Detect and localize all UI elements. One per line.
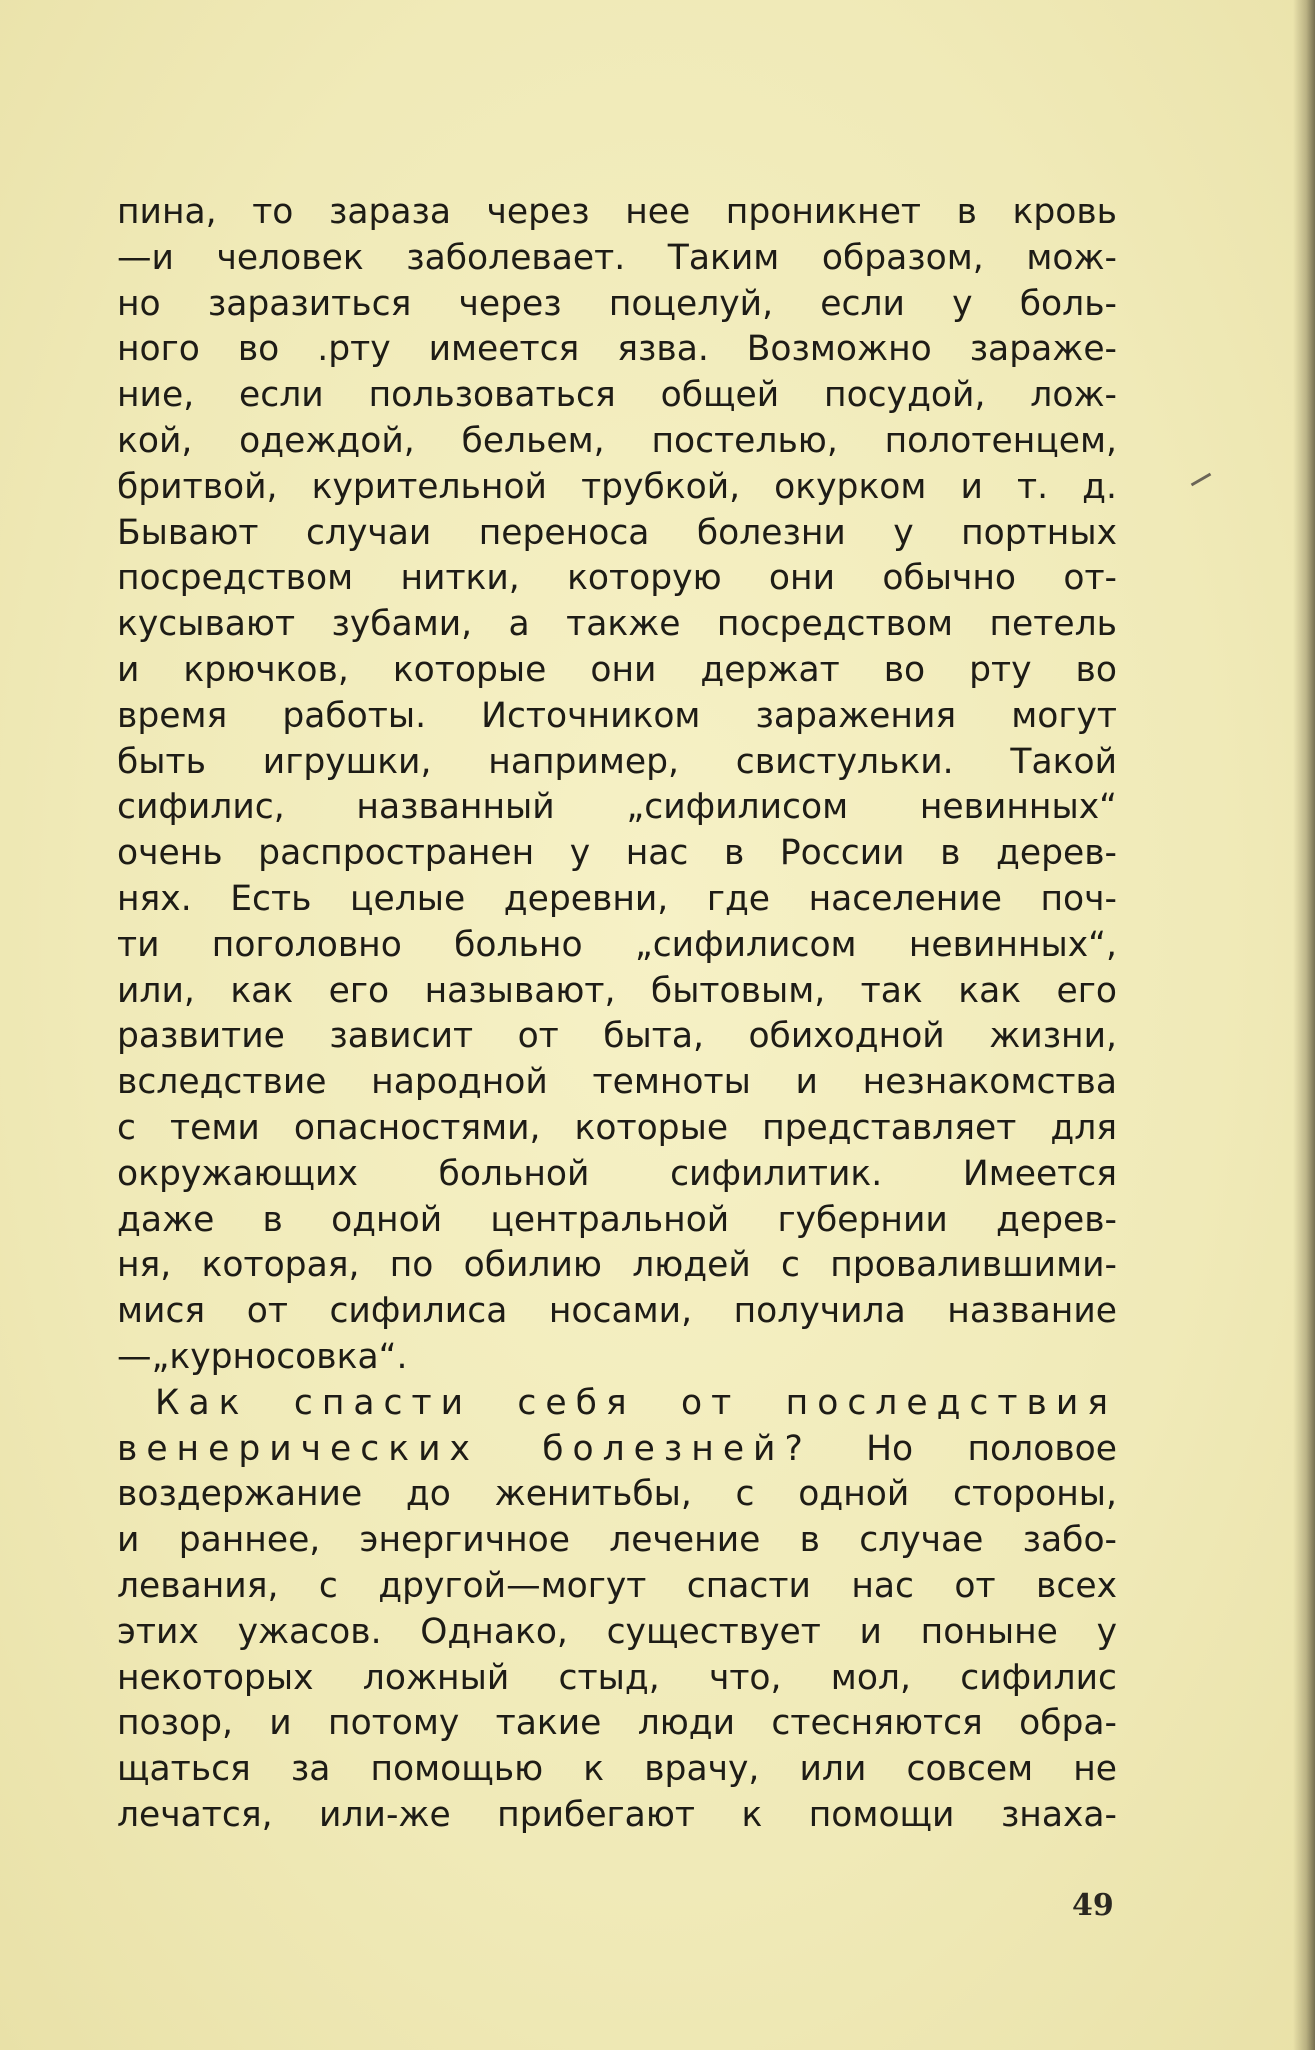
- text-line: воздержание до женитьбы, с одной стороны,: [117, 1474, 1117, 1515]
- text-line: —и человек заболевает. Таким образом, мож-: [117, 237, 1117, 278]
- text-line: посредством нитки, которую они обычно от-: [117, 558, 1117, 599]
- text-line: ного во .рту имеется язва. Возможно зараже-: [117, 329, 1117, 370]
- section-heading-text: венерических болезней?: [117, 1428, 812, 1469]
- text-line: время работы. Источником заражения могут: [117, 695, 1117, 736]
- text-line: пина, то зараза через нее проникнет в кровь: [117, 192, 1117, 232]
- text-fragment: Но половое: [811, 1428, 1117, 1469]
- text-line: очень распространен у нас в России в дерев-: [117, 833, 1117, 874]
- text-line: окружающих больной сифилитик. Имеется: [117, 1153, 1117, 1194]
- text-line: левания, с другой—могут спасти нас от всех: [117, 1565, 1117, 1606]
- text-line: сифилис, названный „сифилисом невинных“: [117, 787, 1117, 828]
- body-text: [117, 190, 1117, 1839]
- text-line: мися от сифилиса носами, получила название: [117, 1291, 1117, 1332]
- text-line: этих ужасов. Однако, существует и поныне у: [117, 1611, 1117, 1652]
- text-line: позор, и потому такие люди стесняются обра-: [117, 1703, 1117, 1744]
- text-line: или, как его называют, бытовым, так как его: [117, 970, 1117, 1011]
- text-line: лечатся, или-же прибегают к помощи знаха-: [117, 1794, 1117, 1835]
- text-line: с теми опасностями, которые представляет для: [117, 1107, 1117, 1148]
- text-line: нях. Есть целые деревни, где население поч-: [117, 878, 1117, 919]
- text-line: и раннее, энергичное лечение в случае забо-: [117, 1520, 1117, 1561]
- text-line: развитие зависит от быта, обиходной жизни,: [117, 1016, 1117, 1057]
- text-line: ня, которая, по обилию людей с провалившими-: [117, 1245, 1117, 1286]
- text-line: ти поголовно больно „сифилисом невинных“,: [117, 924, 1117, 965]
- text-line: бритвой, курительной трубкой, окурком и т. д.: [117, 466, 1117, 507]
- text-line: кой, одеждой, бельем, постелью, полотенцем,: [117, 420, 1117, 461]
- text-line: быть игрушки, например, свистульки. Такой: [117, 741, 1117, 782]
- page-number: 49: [1072, 1888, 1114, 1923]
- text-line: вследствие народной темноты и незнакомства: [117, 1062, 1117, 1103]
- text-line: и крючков, которые они держат во рту во: [117, 649, 1117, 690]
- text-line: но заразиться через поцелуй, если у боль-: [117, 283, 1117, 324]
- text-line: Бывают случаи переноса болезни у портных: [117, 512, 1117, 553]
- section-heading-line: [117, 1427, 1117, 1473]
- text-line: —„курносовка“.: [117, 1336, 408, 1377]
- page-edge-shadow: [1293, 0, 1315, 2050]
- text-line: ние, если пользоваться общей посудой, лож-: [117, 375, 1117, 416]
- text-line: даже в одной центральной губернии дерев-: [117, 1199, 1117, 1240]
- text-line: некоторых ложный стыд, что, мол, сифилис: [117, 1657, 1117, 1698]
- margin-pencil-mark: [1191, 473, 1212, 487]
- text-line: кусывают зубами, а также посредством петель: [117, 604, 1117, 645]
- section-heading-line: Как спасти себя от последствия: [155, 1382, 1117, 1423]
- text-line: щаться за помощью к врачу, или совсем не: [117, 1749, 1117, 1790]
